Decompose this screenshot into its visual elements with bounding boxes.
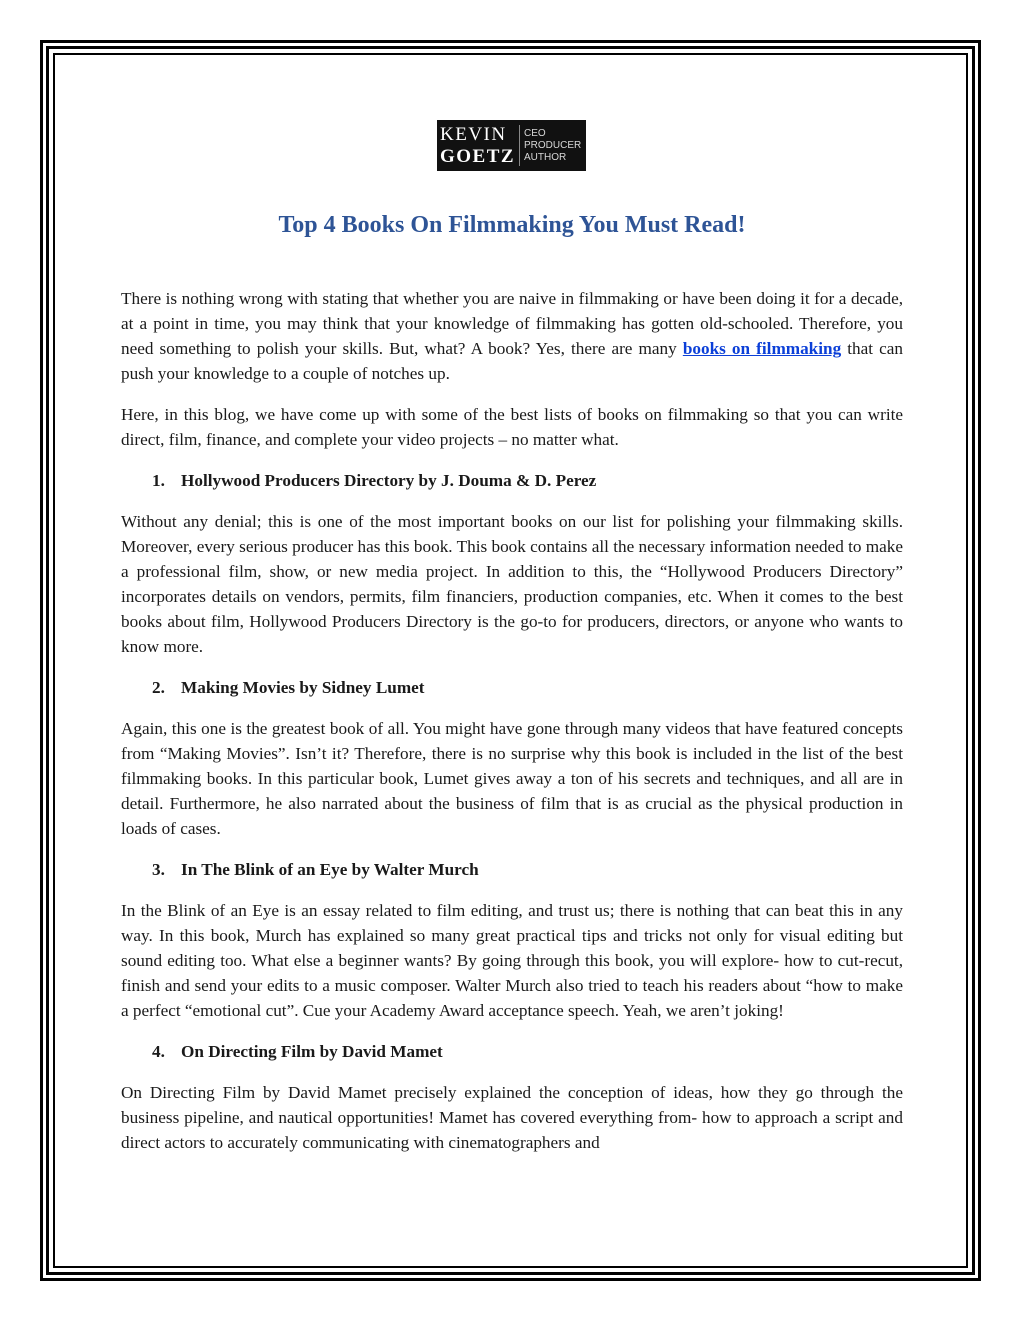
logo-name-line2: GOETZ — [440, 146, 516, 167]
section-number-4: 4. — [152, 1042, 165, 1061]
logo-name-line1: KEVIN — [440, 124, 507, 145]
section-heading-1 — [121, 468, 903, 493]
logo-role-ceo: CEO — [524, 127, 546, 139]
intro-paragraph — [121, 286, 903, 386]
logo-role-author: AUTHOR — [524, 151, 567, 163]
blog-intro-paragraph: Here, in this blog, we have come up with some of the best lists of books on filmmaking so that you can write direct, film, finance, and complete your video projects – no matter what. — [121, 405, 903, 449]
section-body-2: Again, this one is the greatest book of all. You might have gone through many videos that have featured concepts from “Making Movies”. Isn’t it? Therefore, there is no surprise why this book is included in the list of the best filmmaking books. In this particular book, Lumet gives away a ton of his secrets and techniques, and all are in detail. Furthermore, he also narrated about the business of film that is as crucial as the physical production in loads of cases. — [121, 719, 903, 838]
kevin-goetz-logo — [437, 120, 586, 171]
section-title-2: Making Movies by Sidney Lumet — [181, 678, 425, 697]
section-title-3: In The Blink of an Eye by Walter Murch — [181, 860, 479, 879]
section-heading-3 — [121, 857, 903, 882]
section-number-2: 2. — [152, 678, 165, 697]
section-number-3: 3. — [152, 860, 165, 879]
logo-role-producer: PRODUCER — [524, 139, 582, 151]
section-body-1: Without any denial; this is one of the most important books on our list for polishing your filmmaking skills. Moreover, every serious producer has this book. This book contains all the necessary information needed to make a professional film, show, or new media project. In addition to this, the “Hollywood Producers Directory” incorporates details on vendors, permits, film financiers, production companies, etc. When it comes to the best books about film, Hollywood Producers Directory is the go-to for producers, directors, or anyone who wants to know more. — [121, 512, 903, 656]
logo-name — [437, 125, 515, 166]
section-body-3: In the Blink of an Eye is an essay related to film editing, and trust us; there is nothing that can beat this in any way. In this book, Murch has explained so many great practical tips and tricks not only for visual editing but sound editing too. What else a beginner wants? By going through this book, you will explore- how to cut-recut, finish and send your edits to a music composer. Walter Murch also tried to teach his readers about “how to make a perfect “emotional cut”. Cue your Academy Award acceptance speech. Yeah, we aren’t joking! — [121, 901, 903, 1020]
section-title-4: On Directing Film by David Mamet — [181, 1042, 443, 1061]
books-on-filmmaking-link[interactable]: books on filmmaking — [682, 339, 842, 358]
intro-text-before-link: There is nothing wrong with stating that whether you are naive in filmmaking or have been doing it for a decade, at a point in time, you may think that your knowledge of filmmaking has gotten old-schooled. Therefore, you need something to polish your skills. But, what? A book? Yes, there are many — [121, 289, 903, 358]
section-number-1: 1. — [152, 471, 165, 490]
intro-text-after-link: that can push your knowledge to a couple of notches up. — [121, 339, 903, 383]
section-heading-2 — [121, 675, 903, 700]
section-body-4: On Directing Film by David Mamet precisely explained the conception of ideas, how they go through the business pipeline, and nautical opportunities! Mamet has covered everything from- how to approach a script and direct actors to accurately communicating with cinematographers and — [121, 1083, 903, 1152]
article-body — [121, 286, 903, 1155]
logo-roles — [524, 128, 581, 164]
logo-divider — [519, 125, 520, 166]
section-heading-4 — [121, 1039, 903, 1064]
page-title: Top 4 Books On Filmmaking You Must Read! — [278, 212, 746, 238]
section-title-1: Hollywood Producers Directory by J. Douma & D. Perez — [181, 471, 597, 490]
